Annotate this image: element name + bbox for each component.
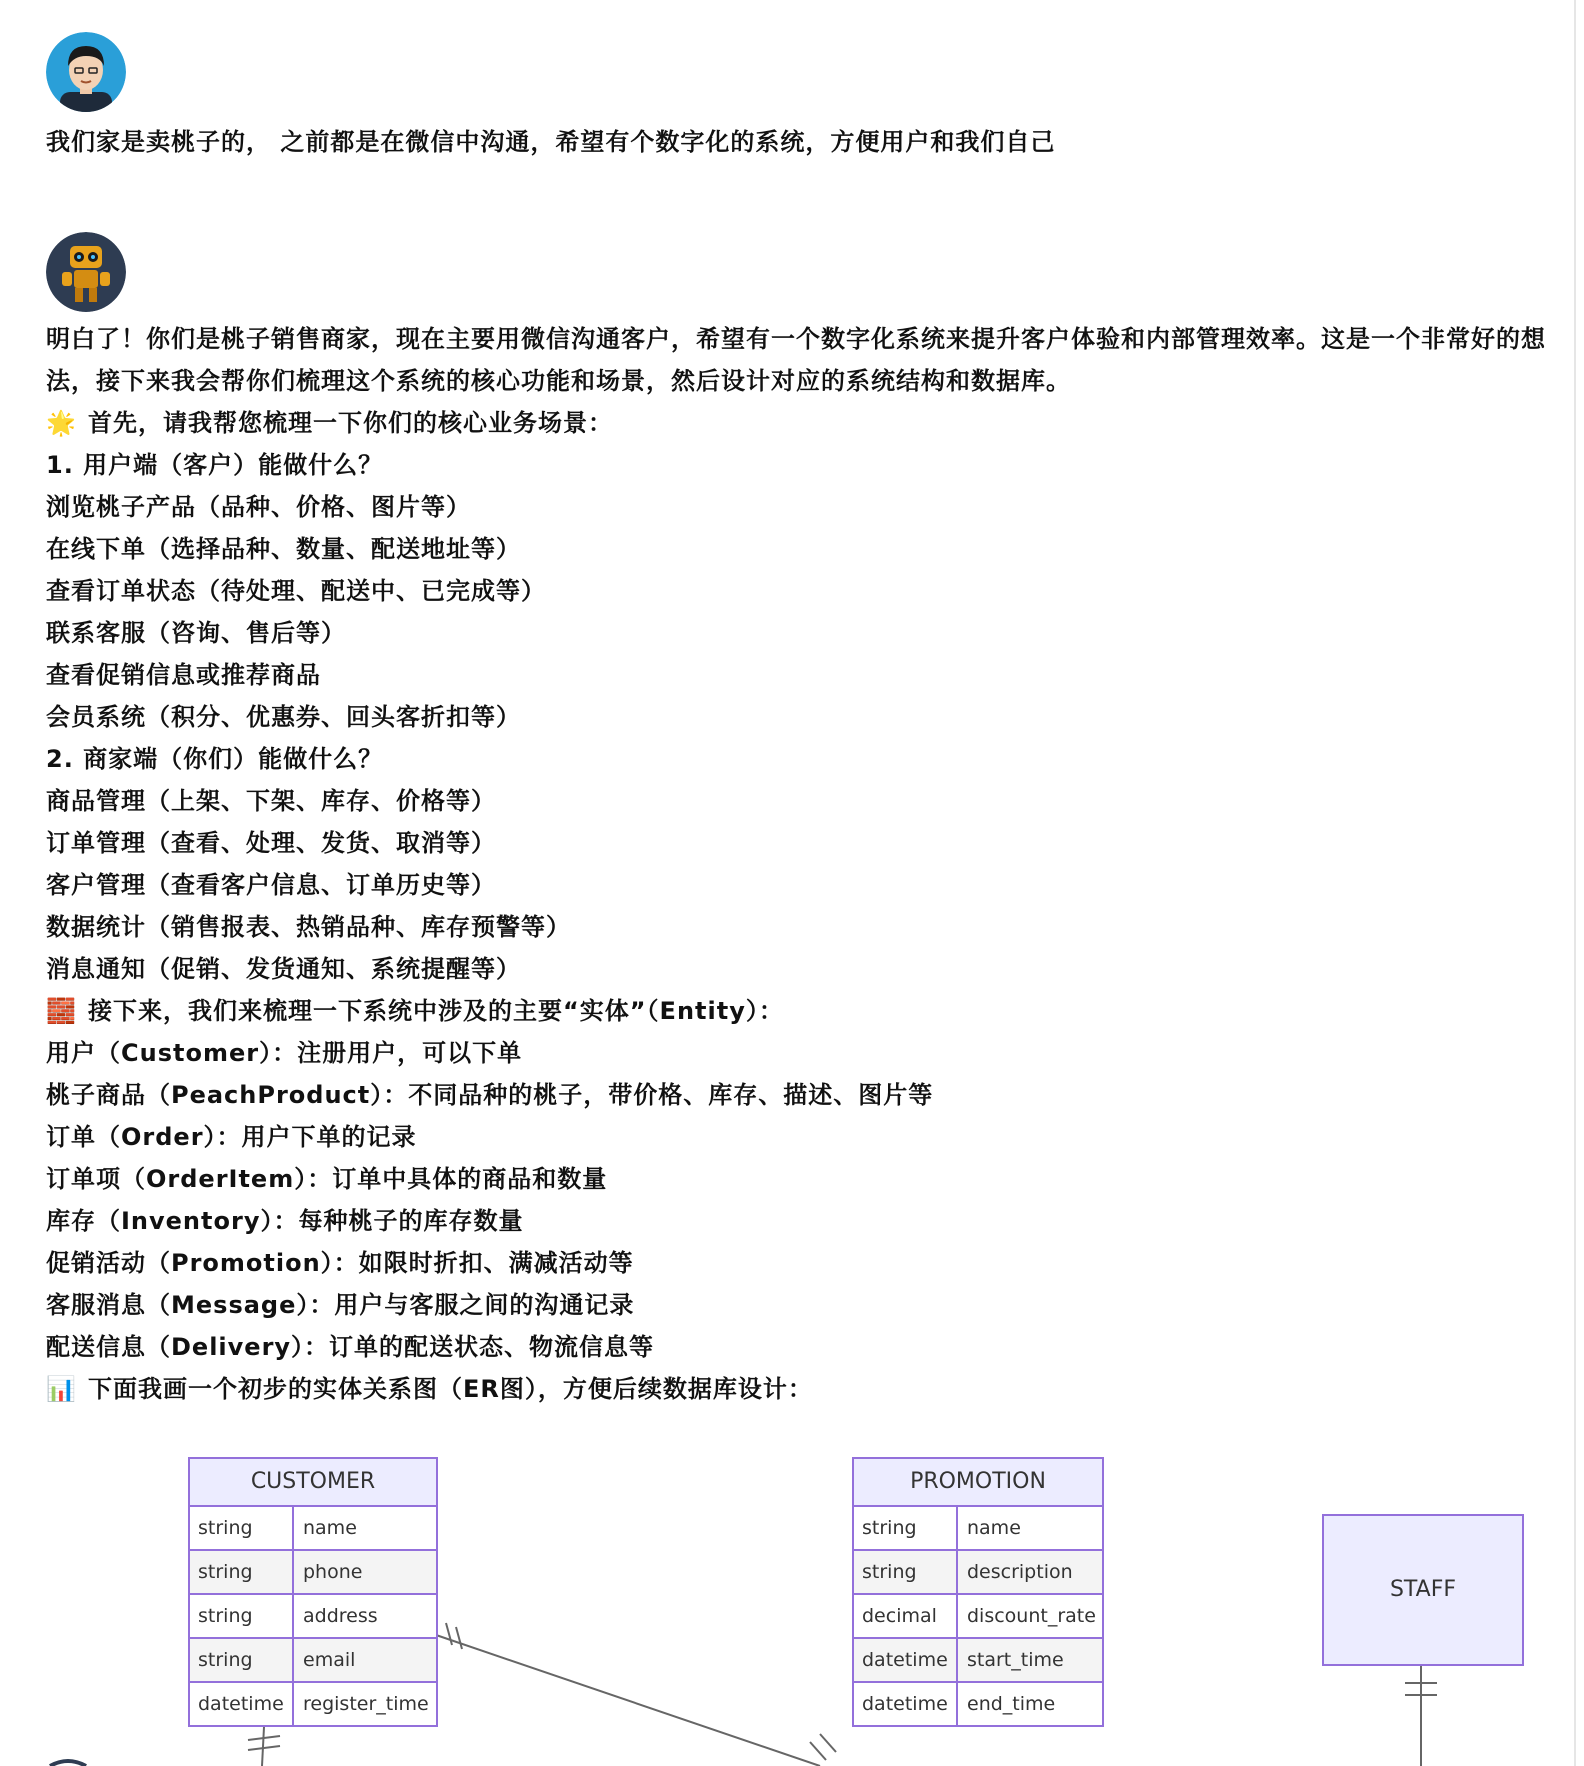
list-item: 订单项（OrderItem）：订单中具体的商品和数量 (46, 1165, 608, 1193)
attribute-name: discount_rate (967, 1605, 1096, 1627)
list-item: 促销活动（Promotion）：如限时折扣、满减活动等 (46, 1249, 634, 1277)
attribute-type: datetime (854, 1683, 958, 1725)
list-item: 客户管理（查看客户信息、订单历史等） (46, 871, 496, 899)
entity-attribute-row (190, 1551, 436, 1595)
assistant-intro: 明白了！你们是桃子销售商家，现在主要用微信沟通客户，希望有一个数字化系统来提升客户体验和内部管理效率。这是一个非常好的想法，接下来我会帮你们梳理这个系统的核心功能和场景，然后设计对应的系统结构和数据库。 (46, 325, 1546, 395)
section-entities-heading: 🧱 接下来，我们来梳理一下系统中涉及的主要“实体”（Entity）： (46, 990, 1566, 1032)
entity-attribute-row (854, 1639, 1102, 1683)
attribute-type: datetime (854, 1639, 958, 1681)
assistant-message (46, 318, 1566, 1410)
attribute-name: description (967, 1561, 1073, 1583)
bricks-icon: 🧱 (46, 997, 77, 1025)
attribute-name: name (967, 1517, 1021, 1539)
list-item: 库存（Inventory）：每种桃子的库存数量 (46, 1207, 524, 1235)
section-er-heading: 📊 下面我画一个初步的实体关系图（ER图），方便后续数据库设计： (46, 1368, 1566, 1410)
list-item: 浏览桃子产品（品种、价格、图片等） (46, 493, 471, 521)
er-diagram (0, 1440, 1584, 1766)
attribute-type: string (190, 1507, 294, 1549)
attribute-name: phone (303, 1561, 363, 1583)
entity-attribute-row (190, 1683, 436, 1725)
list-item: 商品管理（上架、下架、库存、价格等） (46, 787, 496, 815)
section-scenarios-heading: 🌟 首先，请我帮您梳理一下你们的核心业务场景： (46, 402, 1566, 444)
entity-attribute-row (854, 1595, 1102, 1639)
robot-avatar-icon (46, 232, 126, 312)
list-item: 订单管理（查看、处理、发货、取消等） (46, 829, 496, 857)
list-item: 配送信息（Delivery）：订单的配送状态、物流信息等 (46, 1333, 655, 1361)
attribute-name: address (303, 1605, 378, 1627)
list-item: 查看订单状态（待处理、配送中、已完成等） (46, 577, 546, 605)
attribute-name: email (303, 1649, 356, 1671)
user-side-heading: 1. 用户端（客户）能做什么？ (46, 451, 384, 479)
list-item: 桃子商品（PeachProduct）：不同品种的桃子，带价格、库存、描述、图片等 (46, 1081, 934, 1109)
merchant-side-heading: 2. 商家端（你们）能做什么？ (46, 745, 384, 773)
list-item: 消息通知（促销、发货通知、系统提醒等） (46, 955, 521, 983)
list-item: 用户（Customer）：注册用户，可以下单 (46, 1039, 523, 1067)
entity-attribute-row (854, 1683, 1102, 1725)
entity-customer (188, 1457, 438, 1727)
entity-promotion (852, 1457, 1104, 1727)
attribute-name: register_time (303, 1693, 429, 1715)
entity-staff: STAFF (1322, 1514, 1524, 1666)
list-item: 订单（Order）：用户下单的记录 (46, 1123, 417, 1151)
user-avatar-icon (46, 32, 126, 112)
user-message: 我们家是卖桃子的， 之前都是在微信中沟通，希望有个数字化的系统，方便用户和我们自己 (46, 128, 1056, 156)
list-item: 会员系统（积分、优惠券、回头客折扣等） (46, 703, 521, 731)
attribute-name: end_time (967, 1693, 1056, 1715)
list-item: 客服消息（Message）：用户与客服之间的沟通记录 (46, 1291, 635, 1319)
entity-title: CUSTOMER (190, 1459, 436, 1507)
bar-chart-icon: 📊 (46, 1375, 77, 1403)
attribute-type: string (854, 1507, 958, 1549)
entity-attribute-row (190, 1507, 436, 1551)
attribute-type: string (190, 1551, 294, 1593)
list-item: 联系客服（咨询、售后等） (46, 619, 346, 647)
entity-attribute-row (854, 1507, 1102, 1551)
entity-attribute-row (190, 1595, 436, 1639)
list-item: 数据统计（销售报表、热销品种、库存预警等） (46, 913, 571, 941)
list-item: 查看促销信息或推荐商品 (46, 661, 321, 689)
entity-attribute-row (190, 1639, 436, 1683)
attribute-type: decimal (854, 1595, 958, 1637)
assistant-avatar (46, 232, 126, 312)
entity-title: PROMOTION (854, 1459, 1102, 1507)
attribute-type: string (190, 1595, 294, 1637)
attribute-type: string (854, 1551, 958, 1593)
list-item: 在线下单（选择品种、数量、配送地址等） (46, 535, 521, 563)
attribute-name: name (303, 1517, 357, 1539)
attribute-type: datetime (190, 1683, 294, 1725)
entity-attribute-row (854, 1551, 1102, 1595)
sparkle-icon: 🌟 (46, 409, 77, 437)
attribute-type: string (190, 1639, 294, 1681)
attribute-name: start_time (967, 1649, 1064, 1671)
user-avatar (46, 32, 126, 112)
